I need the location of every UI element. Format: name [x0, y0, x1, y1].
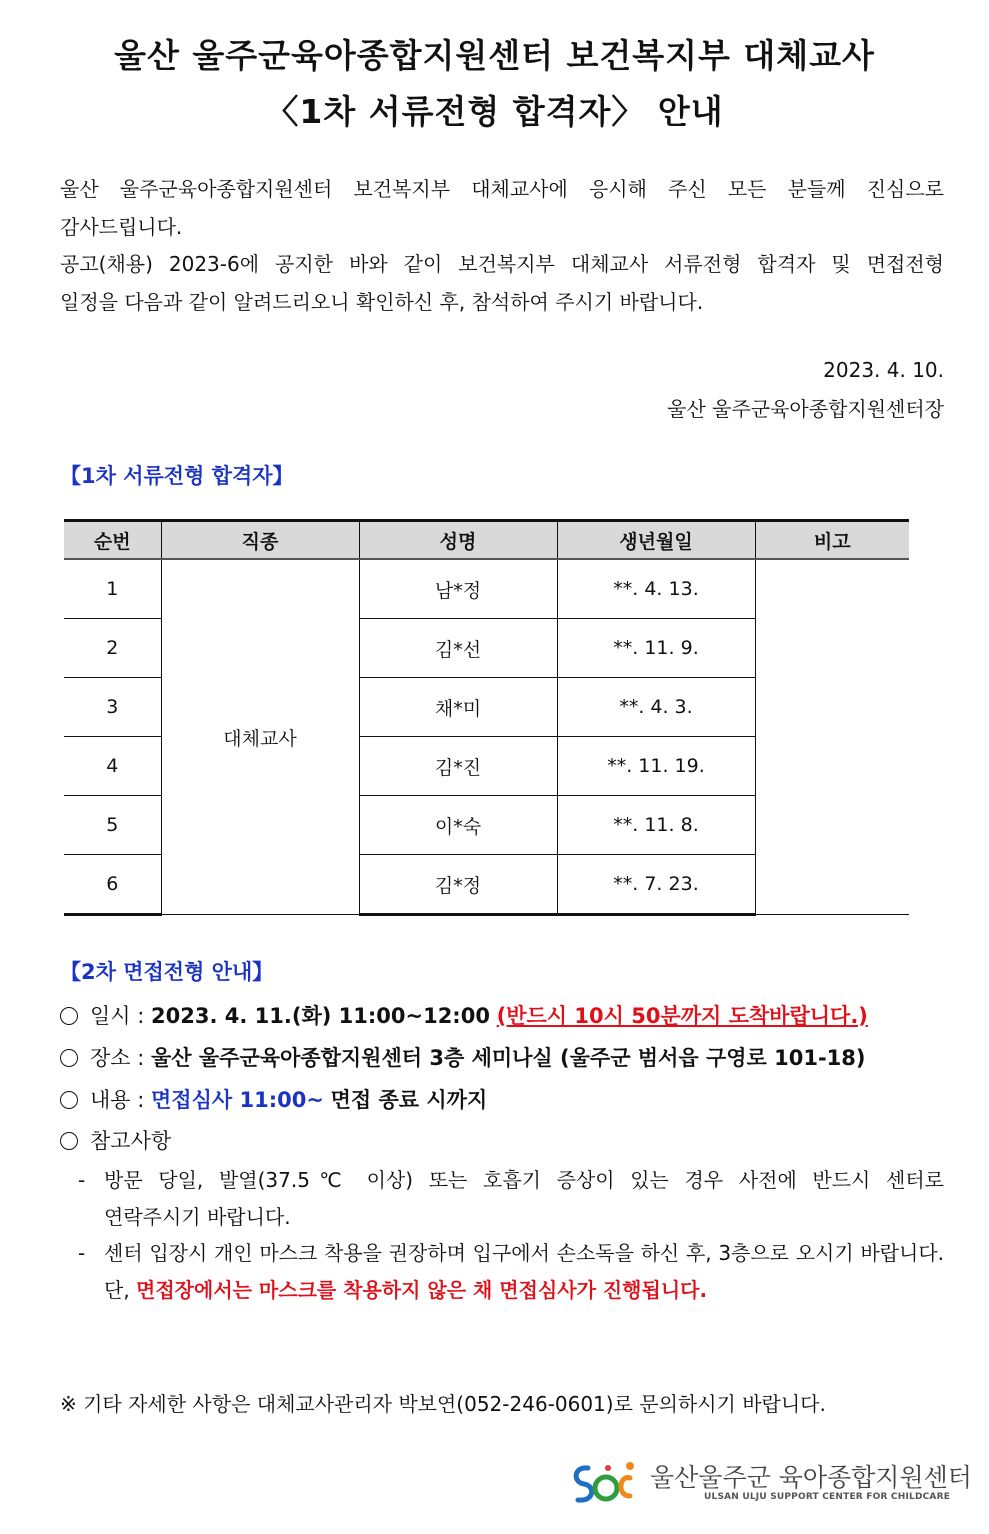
- bullet-circle-icon: [60, 1007, 78, 1025]
- content-value-time: 면접심사 11:00~: [151, 1088, 324, 1112]
- row-number: 2: [64, 619, 161, 678]
- row-birth: **. 11. 8.: [557, 796, 755, 855]
- row-birth: **. 4. 3.: [557, 678, 755, 737]
- intro-line-2: 감사드립니다.: [60, 215, 183, 239]
- header-number: 순번: [64, 521, 161, 560]
- row-name: 채*미: [359, 678, 557, 737]
- job-cell: 대체교사: [161, 559, 359, 915]
- interview-content: [60, 1084, 487, 1114]
- intro-line-1: 울산 울주군육아종합지원센터 보건복지부 대체교사에 응시해 주신 모든 분들께 진심으로: [60, 177, 944, 201]
- bullet-circle-icon: [60, 1091, 78, 1109]
- arrival-notice: (반드시 10시 50분까지 도착바랍니다.): [496, 1004, 868, 1028]
- table-row: [64, 559, 909, 619]
- intro-line-4: 일정을 다음과 같이 알려드리오니 확인하신 후, 참석하여 주시기 바랍니다.: [60, 290, 704, 314]
- notice-date: 2023. 4. 10.: [823, 358, 944, 382]
- place-value: 울산 울주군육아종합지원센터 3층 세미나실 (울주군 범서읍 구영로 101-18): [151, 1046, 866, 1070]
- section-title-document-screening: 【1차 서류전형 합격자】: [60, 464, 294, 488]
- row-name: 남*정: [359, 559, 557, 619]
- center-logo-name: 울산울주군 육아종합지원센터: [650, 1463, 972, 1492]
- interview-notes: [60, 1125, 171, 1155]
- row-number: 6: [64, 855, 161, 915]
- table-header-row: [64, 521, 909, 560]
- row-birth: **. 4. 13.: [557, 559, 755, 619]
- row-birth: **. 7. 23.: [557, 855, 755, 915]
- interview-datetime: [60, 1000, 868, 1030]
- bullet-circle-icon: [60, 1132, 78, 1150]
- datetime-label: 일시 :: [90, 1004, 145, 1028]
- place-label: 장소 :: [90, 1046, 145, 1070]
- row-number: 3: [64, 678, 161, 737]
- note-fever-line-1: 방문 당일, 발열(37.5℃ 이상) 또는 호흡기 증상이 있는 경우 사전에 반드시 센터로: [104, 1168, 944, 1192]
- center-logo-subtitle: ULSAN ULJU SUPPORT CENTER FOR CHILDCARE: [704, 1492, 951, 1502]
- note-fever: [78, 1162, 944, 1236]
- content-value-end: 면접 종료 시까지: [330, 1088, 488, 1112]
- row-birth: **. 11. 19.: [557, 737, 755, 796]
- page-subtitle: 〈1차 서류전형 합격자〉 안내: [265, 92, 724, 131]
- row-name: 김*선: [359, 619, 557, 678]
- datetime-value: 2023. 4. 11.(화) 11:00~12:00: [151, 1004, 490, 1028]
- content-label: 내용 :: [90, 1088, 145, 1112]
- header-note: 비고: [755, 521, 909, 560]
- row-number: 5: [64, 796, 161, 855]
- header-name: 성명: [359, 521, 557, 560]
- interview-place: [60, 1042, 866, 1072]
- note-fever-line-2: 연락주시기 바랍니다.: [104, 1205, 291, 1229]
- intro-line-3: 공고(채용) 2023-6에 공지한 바와 같이 보건복지부 대체교사 서류전형 합격자 및 면접전형: [60, 252, 944, 276]
- header-job: 직종: [161, 521, 359, 560]
- bullet-circle-icon: [60, 1049, 78, 1067]
- issuer: 울산 울주군육아종합지원센터장: [667, 397, 944, 421]
- center-logo-icon: [568, 1456, 640, 1512]
- row-number: 1: [64, 559, 161, 619]
- note-mask: [78, 1235, 944, 1309]
- note-mask-part-1: 센터 입장시 개인 마스크 착용을 권장하며 입구에서 손소독을 하신 후, 3층으로 오시기 바랍니다. 단,: [104, 1241, 944, 1302]
- contact-note: ※ 기타 자세한 사항은 대체교사관리자 박보연(052-246-0601)로 문의하시기 바랍니다.: [60, 1392, 826, 1416]
- notes-label: 참고사항: [90, 1129, 172, 1153]
- row-name: 김*진: [359, 737, 557, 796]
- row-name: 김*정: [359, 855, 557, 915]
- header-birth: 생년월일: [557, 521, 755, 560]
- note-cell: [755, 559, 909, 915]
- section-title-interview: 【2차 면접전형 안내】: [60, 960, 274, 984]
- dash-bullet: -: [78, 1168, 86, 1192]
- center-logo: [568, 1456, 972, 1516]
- row-birth: **. 11. 9.: [557, 619, 755, 678]
- passers-table: [64, 519, 909, 916]
- row-number: 4: [64, 737, 161, 796]
- row-name: 이*숙: [359, 796, 557, 855]
- page-title: 울산 울주군육아종합지원센터 보건복지부 대체교사: [114, 36, 875, 75]
- note-mask-warning: 면접장에서는 마스크를 착용하지 않은 채 면접심사가 진행됩니다.: [136, 1278, 708, 1302]
- dash-bullet: -: [78, 1241, 86, 1265]
- note-mask-text: [104, 1235, 944, 1309]
